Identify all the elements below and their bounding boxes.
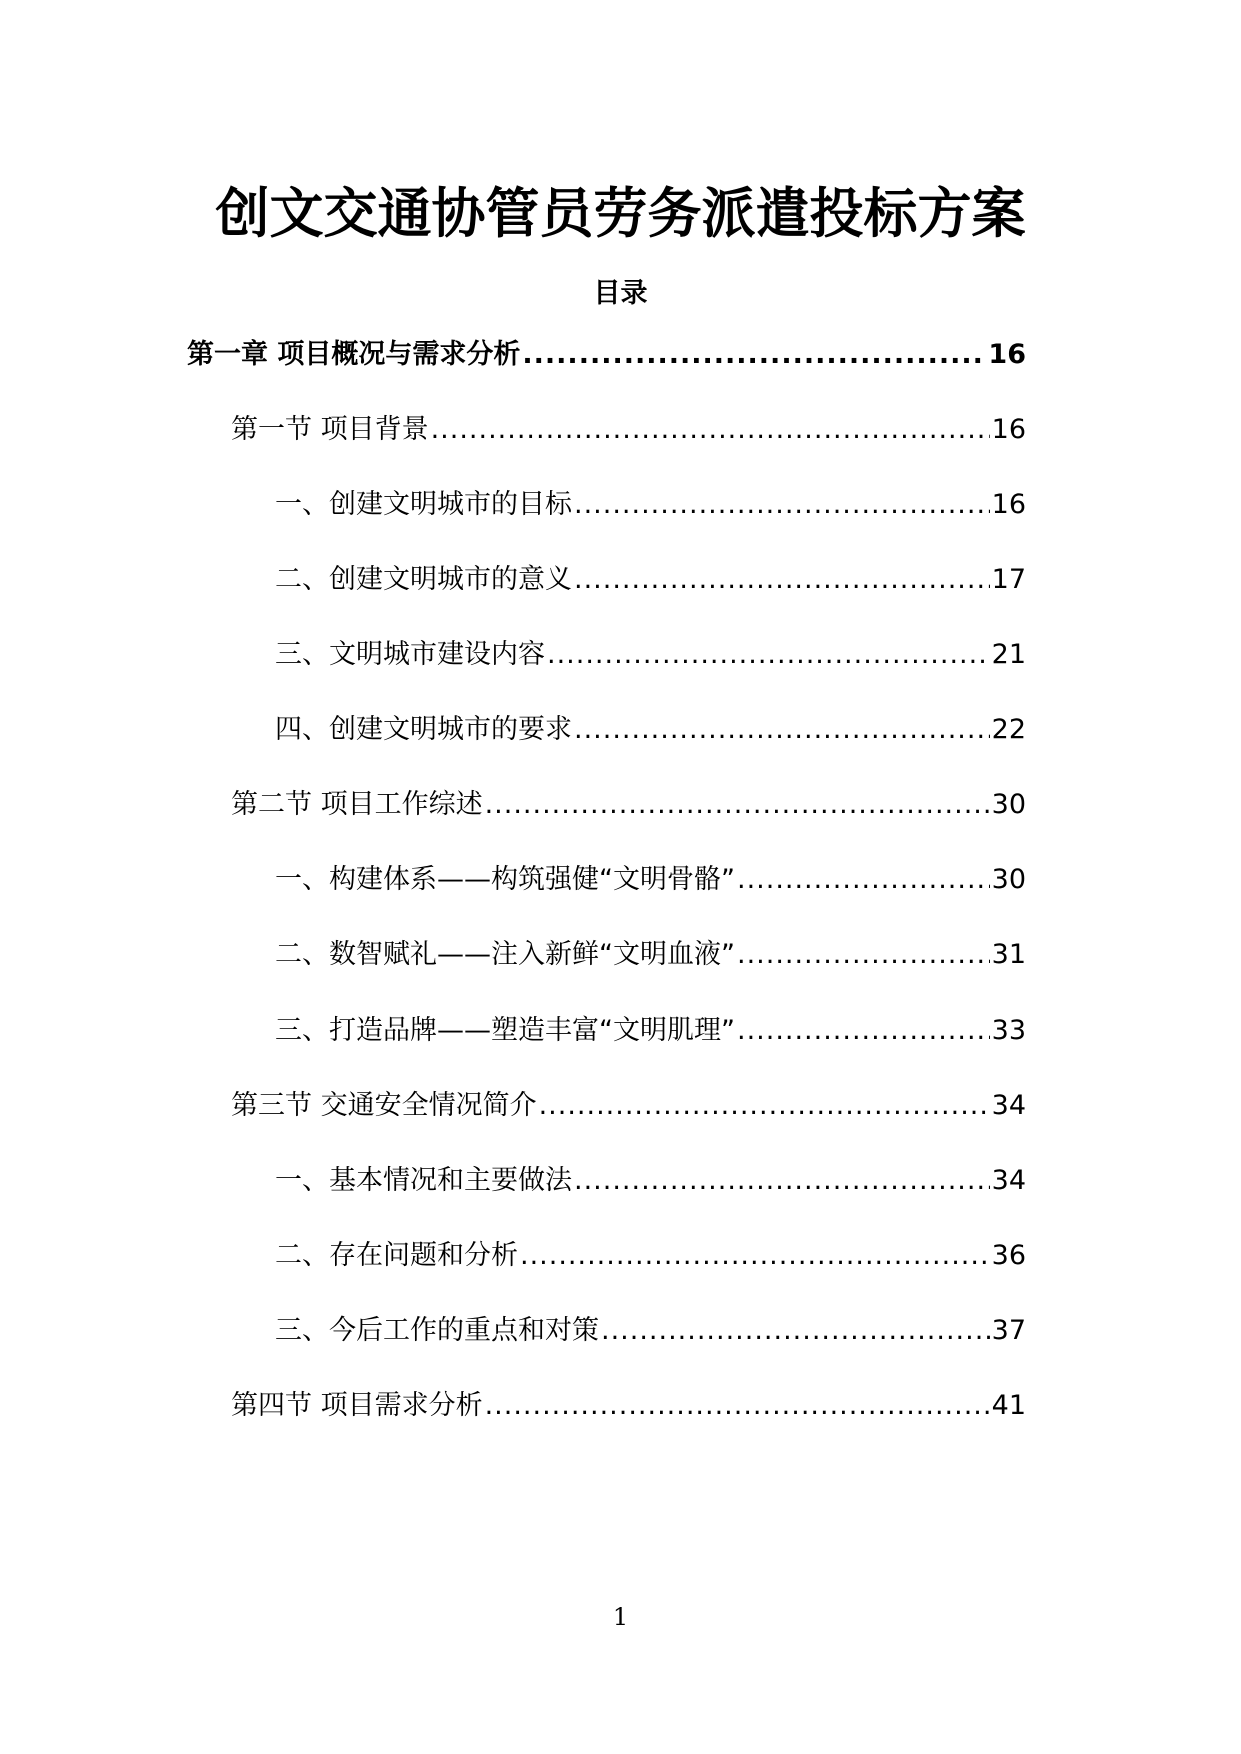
toc-leader-dots [431,410,990,450]
toc-leader-dots [539,1086,990,1126]
toc-entry-text: 二、创建文明城市的意义 [275,564,572,595]
toc-entry[interactable] [275,935,1026,975]
toc-leader-dots [520,1236,990,1276]
toc-entry-text: 第二节 项目工作综述 [231,789,483,820]
toc-entry-text: 二、存在问题和分析 [275,1240,518,1271]
toc-entry-page: 34 [991,1165,1026,1196]
toc-leader-dots [737,860,990,900]
toc-entry-text: 一、基本情况和主要做法 [275,1165,572,1196]
toc-leader-dots [574,1161,990,1201]
toc-leader-dots [574,485,990,525]
toc-entry[interactable] [275,1011,1026,1051]
toc-leader-dots [522,335,986,375]
toc-entry-page: 30 [991,864,1026,895]
toc-leader-dots [737,935,990,975]
toc-leader-dots [485,785,990,825]
toc-entry[interactable] [275,710,1026,750]
toc-entry-text: 第一章 项目概况与需求分析 [187,339,521,370]
toc-entry-text: 四、创建文明城市的要求 [275,714,572,745]
toc-entry-text: 第四节 项目需求分析 [231,1390,483,1421]
toc-entry-page: 17 [991,564,1026,595]
toc-entry-text: 第一节 项目背景 [231,414,429,445]
toc-entry[interactable] [275,860,1026,900]
toc-leader-dots [737,1011,990,1051]
toc-entry[interactable] [231,785,1026,825]
toc-entry-text: 第三节 交通安全情况简介 [231,1090,537,1121]
toc-entry-page: 16 [991,414,1026,445]
toc-entry-page: 16 [991,489,1026,520]
toc-entry-text: 三、打造品牌——塑造丰富“文明肌理” [275,1015,735,1046]
toc-entry-page: 16 [988,339,1026,370]
toc-leader-dots [574,560,990,600]
toc-entry-page: 36 [991,1240,1026,1271]
toc-entry[interactable] [187,335,1026,375]
toc-entry[interactable] [275,1236,1026,1276]
toc-entry[interactable] [275,485,1026,525]
toc-entry-page: 33 [991,1015,1026,1046]
toc-entry-page: 31 [991,939,1026,970]
toc-entry-text: 一、构建体系——构筑强健“文明骨骼” [275,864,735,895]
toc-leader-dots [574,710,990,750]
document-title [0,176,1241,252]
toc-entry-page: 30 [991,789,1026,820]
toc-leader-dots [547,635,990,675]
toc-entry-page: 22 [991,714,1026,745]
toc-entry-page: 34 [991,1090,1026,1121]
toc-entry[interactable] [275,635,1026,675]
toc-entry[interactable] [231,1386,1026,1426]
toc-heading: 目录 [593,278,648,309]
toc-entry[interactable] [275,1161,1026,1201]
document-title-text: 创文交通协管员劳务派遣投标方案 [215,182,1026,245]
toc-entry[interactable] [231,410,1026,450]
toc-entry[interactable] [231,1086,1026,1126]
toc-entry[interactable] [275,560,1026,600]
toc-entry-page: 41 [991,1390,1026,1421]
toc-leader-dots [601,1311,990,1351]
toc-leader-dots [485,1386,990,1426]
toc-entry-text: 三、今后工作的重点和对策 [275,1315,599,1346]
toc-entry-text: 一、创建文明城市的目标 [275,489,572,520]
toc-entry-text: 三、文明城市建设内容 [275,639,545,670]
toc-entry-page: 21 [991,639,1026,670]
toc-entry-text: 二、数智赋礼——注入新鲜“文明血液” [275,939,735,970]
toc-entry[interactable] [275,1311,1026,1351]
toc-entry-page: 37 [991,1315,1026,1346]
page-number: 1 [612,1603,629,1631]
